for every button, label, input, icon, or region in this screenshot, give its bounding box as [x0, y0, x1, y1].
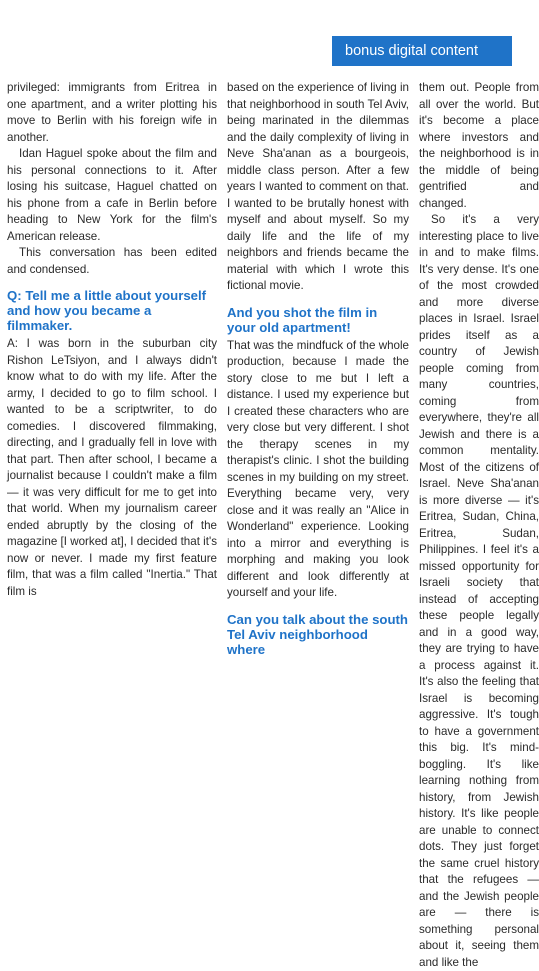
question-heading: Can you talk about the south Tel Aviv neighborhood where	[227, 611, 408, 657]
paragraph: privileged: immigrants from Eritrea in one apartment, and a writer plotting his move to Berlin with his foreign wife in another.	[7, 81, 217, 144]
paragraph: them out. People from all over the world. But it's become a place where investors and the neighborhood is in the middle of being gentrified and changed.	[419, 81, 539, 210]
column-2	[227, 80, 409, 657]
question-heading: Q: Tell me a little about yourself and how you became a filmmaker.	[7, 288, 207, 333]
column-1	[7, 80, 217, 598]
paragraph: This conversation has been edited and condensed.	[7, 246, 217, 276]
question-heading: And you shot the film in your old apartment!	[227, 304, 378, 335]
answer-paragraph: A: I was born in the suburban city Rishon LeTsiyon, and I always didn't know what to do with my life. After the army, I decided to go to film school. I wanted to be a scriptwriter, to do comedies. I discovered filmmaking, directing, and I gradually fell in love with that part. Then after school, I became a journalist because I couldn't make a film — it was very difficult for me to get into that world. When my journalism career ended abruptly by the closing of the magazine [I worked at], I decided that it's now or never. I made my first feature film, that was a film called "Inertia." That film is	[7, 337, 217, 598]
bonus-digital-content-badge: bonus digital content	[332, 36, 512, 66]
paragraph: Idan Haguel spoke about the film and his personal connections to it. After losing his suitcase, Haguel chatted on his phone from a cafe in Berlin before heading to New York for the film's American release.	[7, 147, 217, 243]
paragraph: So it's a very interesting place to live in and to make films. It's very dense. It's one of the most crowded and more diverse places in Israel. Israel prides itself as a country of Jewish people coming from many countries, coming from everywhere, they're all Jewish and there is a common mentality. Most of the citizens of Israel. Neve Sha'anan is more diverse — it's Eritrea, Sudan, China, Eritrea, Sudan, Philippines. I feel it's a missed opportunity for Israeli society that instead of accepting these people legally and in a good way, they are trying to have a process against it. It's also the feeling that Israel is becoming aggressive. It's tough to have a government this big. It's mind-boggling. It's like learning nothing from history, from Jewish history. It's like people are unable to connect dots. They just forget the same cruel history that the refugees — and the Jewish people are — there is something personal about it, seeing them and like the	[419, 213, 539, 969]
answer-paragraph: That was the mindfuck of the whole production, because I made the story close to me but I left a distance. I used my experience but I created these characters who are very close but very different. I shot the therapy scenes in my therapist's clinic. I shot the building scenes in my building on my street. Everything became very, very close and it was really an "Alice in Wonderland" experience. Looking into a mirror and everything is morphing and making you look different and look differently at yourself and your life.	[227, 338, 409, 599]
paragraph: based on the experience of living in that neighborhood in south Tel Aviv, being marinated in the dilemmas and the daily complexity of living in Neve Sha'anan as a bourgeois, middle class person. After a few years I wanted to comment on that. I wanted to be brutally honest with myself and about myself. So my daily life and the life of my neighbors and friends became the material with which I wrote this fictional movie.	[227, 81, 409, 292]
column-3	[419, 80, 539, 969]
